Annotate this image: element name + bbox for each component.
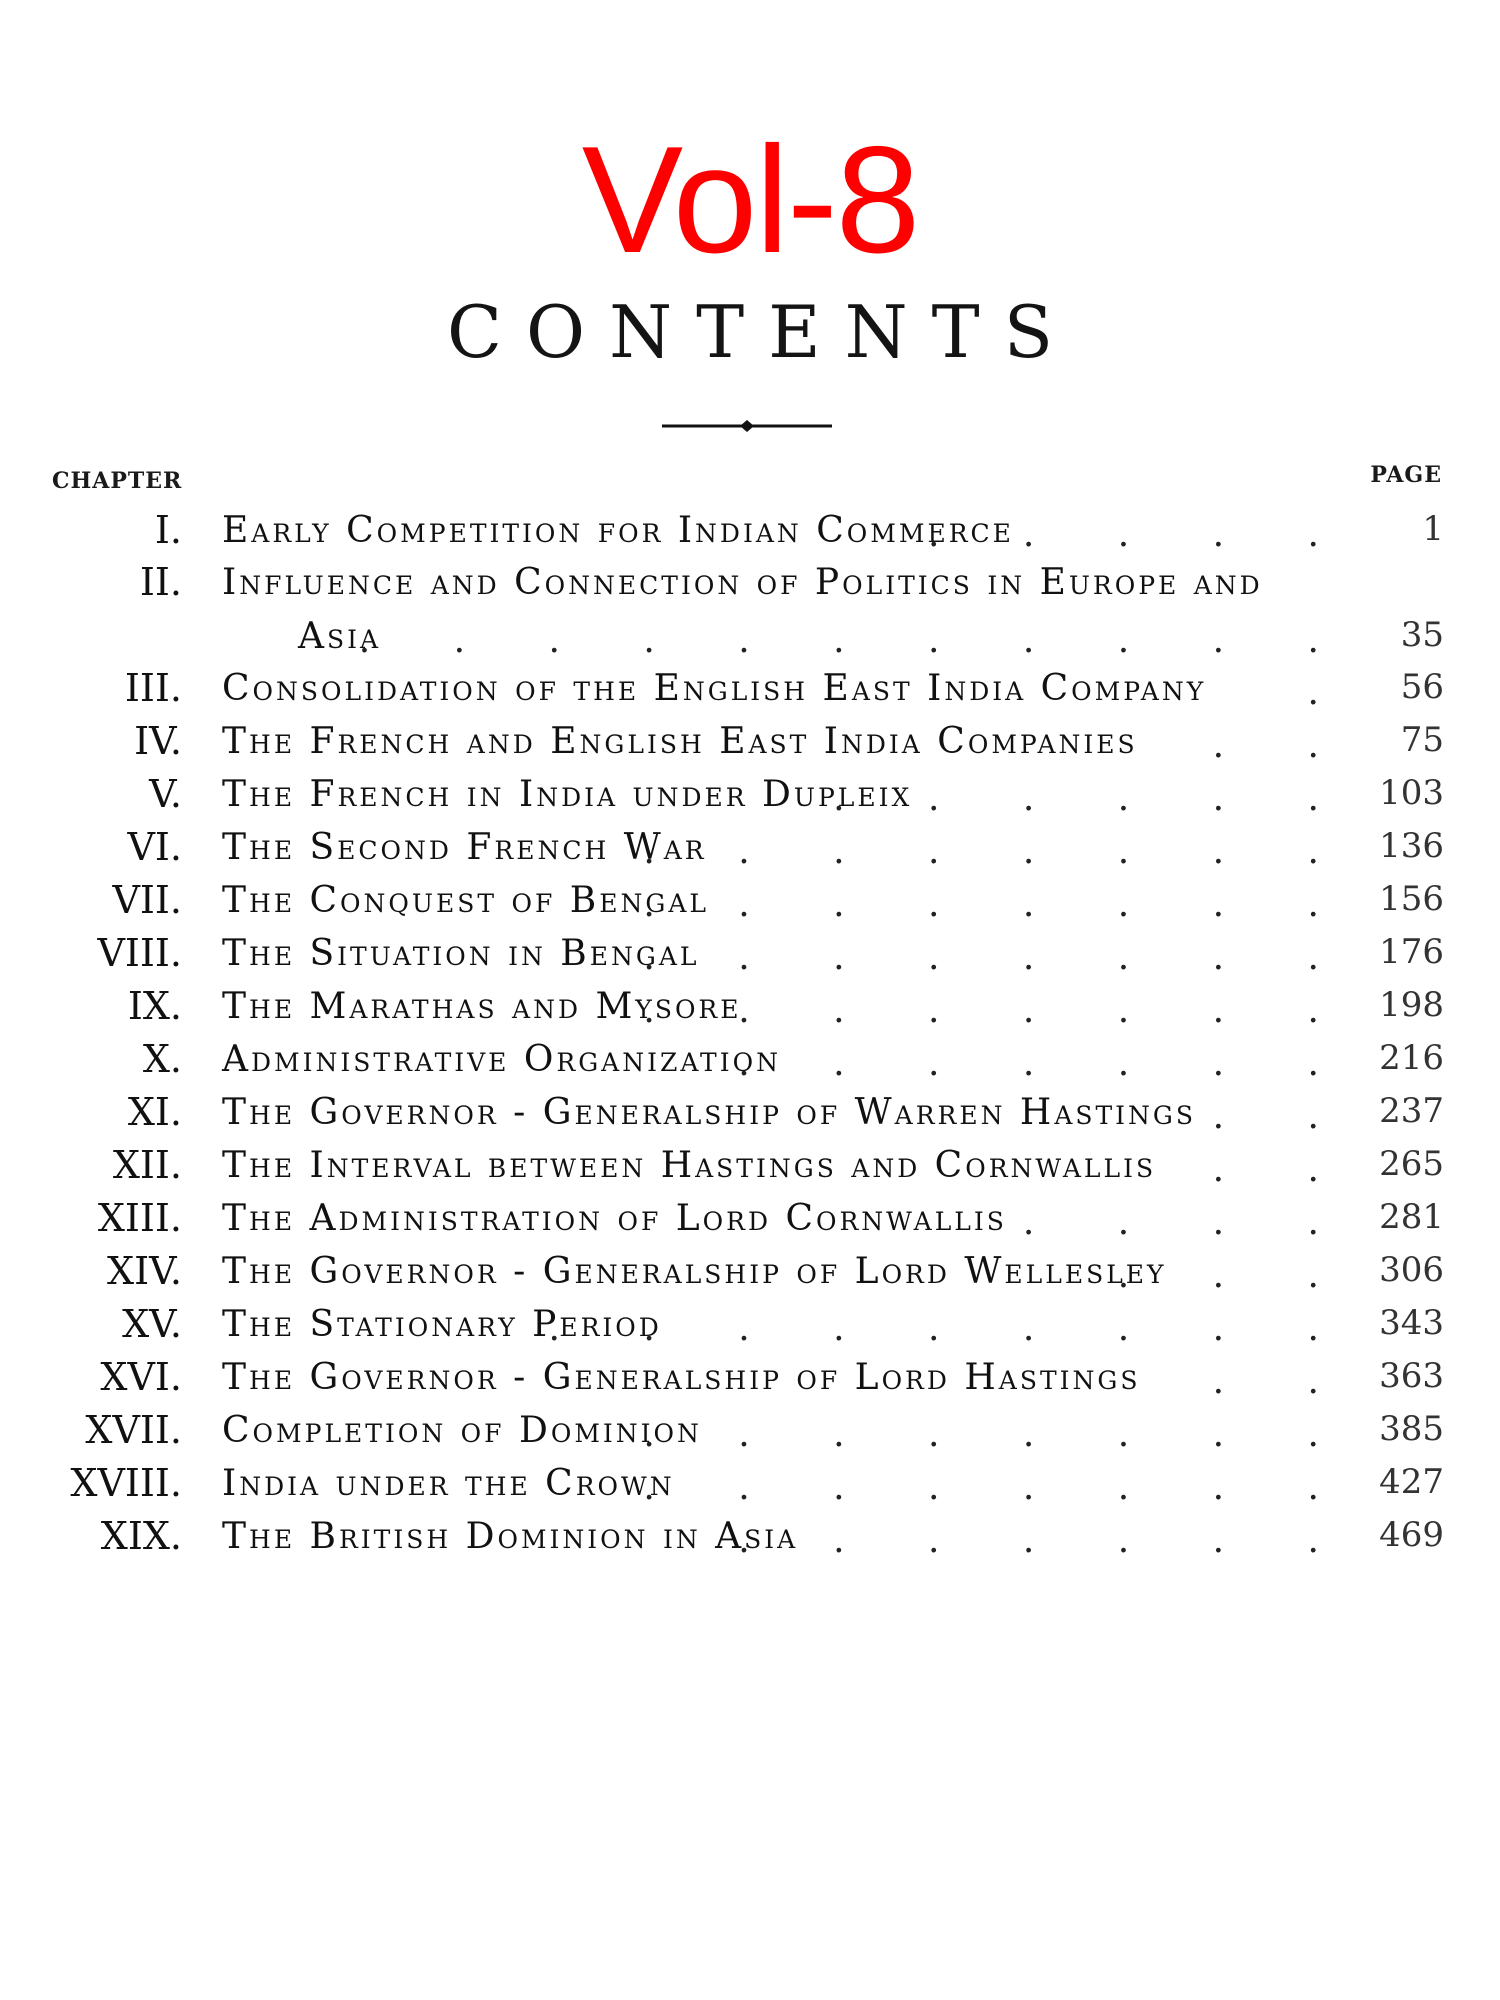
dot-leader: . . bbox=[1212, 1149, 1355, 1190]
chapter-title: Administrative Organization bbox=[222, 1039, 781, 1080]
page-number: 216 bbox=[1379, 1038, 1444, 1078]
chapter-numeral: XIII. bbox=[97, 1196, 182, 1240]
dot-leader: . bbox=[1307, 672, 1355, 713]
chapter-numeral: II. bbox=[139, 560, 182, 604]
toc-entry-16[interactable] bbox=[0, 1349, 1500, 1403]
chapter-numeral: III. bbox=[124, 666, 182, 710]
chapter-numeral: XIX. bbox=[100, 1514, 182, 1558]
dot-leader: . . bbox=[1212, 1096, 1355, 1137]
dot-leader: . . . . . . . . bbox=[643, 1467, 1355, 1508]
chapter-numeral: IV. bbox=[134, 719, 182, 763]
dot-leader: . . . . . . . . bbox=[643, 1414, 1355, 1455]
page-number: 385 bbox=[1379, 1409, 1444, 1449]
page-number: 265 bbox=[1379, 1144, 1444, 1184]
dot-leader: . . . . . . . bbox=[738, 1520, 1355, 1561]
toc-entry-3[interactable] bbox=[0, 660, 1500, 714]
toc-entry-7[interactable] bbox=[0, 872, 1500, 926]
dot-leader: . . . . . . . . bbox=[643, 831, 1355, 872]
page-number: 281 bbox=[1379, 1197, 1444, 1237]
page-number: 136 bbox=[1379, 826, 1444, 866]
chapter-title: The French in India under Dupleix bbox=[222, 774, 913, 815]
chapter-title: The Situation in Bengal bbox=[222, 933, 700, 974]
chapter-numeral: XVII. bbox=[85, 1408, 182, 1452]
chapter-title: The Governor - Generalship of Warren Hastings bbox=[222, 1092, 1197, 1133]
page-number: 306 bbox=[1379, 1250, 1444, 1290]
toc-entry-14[interactable] bbox=[0, 1243, 1500, 1297]
chapter-numeral: XV. bbox=[122, 1302, 182, 1346]
chapter-numeral: XII. bbox=[112, 1143, 182, 1187]
chapter-title: The Conquest of Bengal bbox=[222, 880, 709, 921]
chapter-numeral: XIV. bbox=[107, 1249, 182, 1293]
toc-entry-2-continuation[interactable] bbox=[0, 608, 1500, 662]
page-number: 427 bbox=[1379, 1462, 1444, 1502]
page-number: 176 bbox=[1379, 932, 1444, 972]
page-number: 56 bbox=[1400, 667, 1444, 707]
page-title: CONTENTS bbox=[446, 290, 1078, 374]
toc-entry-15[interactable] bbox=[0, 1296, 1500, 1350]
ornament-divider bbox=[662, 418, 832, 434]
dot-leader: . . . . . . . . bbox=[643, 884, 1355, 925]
toc-entry-19[interactable] bbox=[0, 1508, 1500, 1562]
chapter-title: The Marathas and Mysore bbox=[222, 986, 742, 1027]
page-number: 156 bbox=[1379, 879, 1444, 919]
dot-leader: . . . . . . . . bbox=[643, 937, 1355, 978]
chapter-numeral: VII. bbox=[112, 878, 182, 922]
chapter-title: The Interval between Hastings and Cornwallis bbox=[222, 1145, 1157, 1186]
chapter-title: The Stationary Period bbox=[222, 1304, 662, 1345]
chapter-numeral: X. bbox=[142, 1037, 182, 1081]
dot-leader: . . . . . . . bbox=[738, 1043, 1355, 1084]
chapter-title: The Second French War bbox=[222, 827, 707, 868]
dot-leader: . . . . . . . . . . . bbox=[358, 620, 1355, 661]
page-column-header: PAGE bbox=[1370, 462, 1442, 488]
chapter-title-continuation: Asia bbox=[298, 616, 382, 657]
toc-entry-10[interactable] bbox=[0, 1031, 1500, 1085]
toc-entry-6[interactable] bbox=[0, 819, 1500, 873]
toc-entry-2[interactable] bbox=[0, 554, 1500, 608]
chapter-title: The British Dominion in Asia bbox=[222, 1516, 799, 1557]
toc-entry-13[interactable] bbox=[0, 1190, 1500, 1244]
page-number: 103 bbox=[1379, 773, 1444, 813]
toc-entry-12[interactable] bbox=[0, 1137, 1500, 1191]
chapter-numeral: I. bbox=[154, 508, 182, 552]
toc-entry-4[interactable] bbox=[0, 713, 1500, 767]
chapter-title: The French and English East India Companies bbox=[222, 721, 1138, 762]
chapter-title: Completion of Dominion bbox=[222, 1410, 702, 1451]
chapter-title: Consolidation of the English East India Company bbox=[222, 668, 1207, 709]
chapter-numeral: V. bbox=[149, 772, 182, 816]
volume-label: Vol-8 bbox=[581, 115, 919, 285]
toc-entry-11[interactable] bbox=[0, 1084, 1500, 1138]
chapter-title: Early Competition for Indian Commerce bbox=[222, 510, 1014, 551]
toc-entry-5[interactable] bbox=[0, 766, 1500, 820]
toc-entry-1[interactable] bbox=[0, 502, 1500, 556]
chapter-numeral: VIII. bbox=[97, 931, 182, 975]
page-number: 1 bbox=[1422, 509, 1444, 549]
toc-entry-9[interactable] bbox=[0, 978, 1500, 1032]
dot-leader: . . . . . . . . bbox=[643, 990, 1355, 1031]
toc-entry-18[interactable] bbox=[0, 1455, 1500, 1509]
chapter-numeral: XI. bbox=[127, 1090, 182, 1134]
page-number: 363 bbox=[1379, 1356, 1444, 1396]
chapter-numeral: IX. bbox=[127, 984, 182, 1028]
dot-leader: . . bbox=[1212, 1361, 1355, 1402]
page-number: 343 bbox=[1379, 1303, 1444, 1343]
chapter-numeral: VI. bbox=[127, 825, 182, 869]
dot-leader: . . . . . . . . . bbox=[548, 1308, 1355, 1349]
chapter-column-header: CHAPTER bbox=[52, 468, 183, 494]
dot-leader: . . . . . bbox=[928, 514, 1355, 555]
chapter-title: Influence and Connection of Politics in Europe and bbox=[222, 562, 1263, 603]
chapter-title: India under the Crown bbox=[222, 1463, 675, 1504]
chapter-title: The Administration of Lord Cornwallis bbox=[222, 1198, 1007, 1239]
page-number: 469 bbox=[1379, 1515, 1444, 1555]
page-number: 198 bbox=[1379, 985, 1444, 1025]
page-number: 35 bbox=[1400, 615, 1444, 655]
dot-leader: . . bbox=[1212, 725, 1355, 766]
chapter-title: The Governor - Generalship of Lord Hastings bbox=[222, 1357, 1141, 1398]
chapter-numeral: XVI. bbox=[100, 1355, 182, 1399]
dot-leader: . . . . bbox=[1022, 1202, 1355, 1243]
chapter-numeral: XVIII. bbox=[70, 1461, 182, 1505]
chapter-title: The Governor - Generalship of Lord Wellesley bbox=[222, 1251, 1167, 1292]
toc-entry-17[interactable] bbox=[0, 1402, 1500, 1456]
page-number: 75 bbox=[1400, 720, 1444, 760]
page-number: 237 bbox=[1379, 1091, 1444, 1131]
dot-leader: . . . . . . bbox=[833, 778, 1355, 819]
toc-entry-8[interactable] bbox=[0, 925, 1500, 979]
dot-leader: . . . bbox=[1117, 1255, 1355, 1296]
